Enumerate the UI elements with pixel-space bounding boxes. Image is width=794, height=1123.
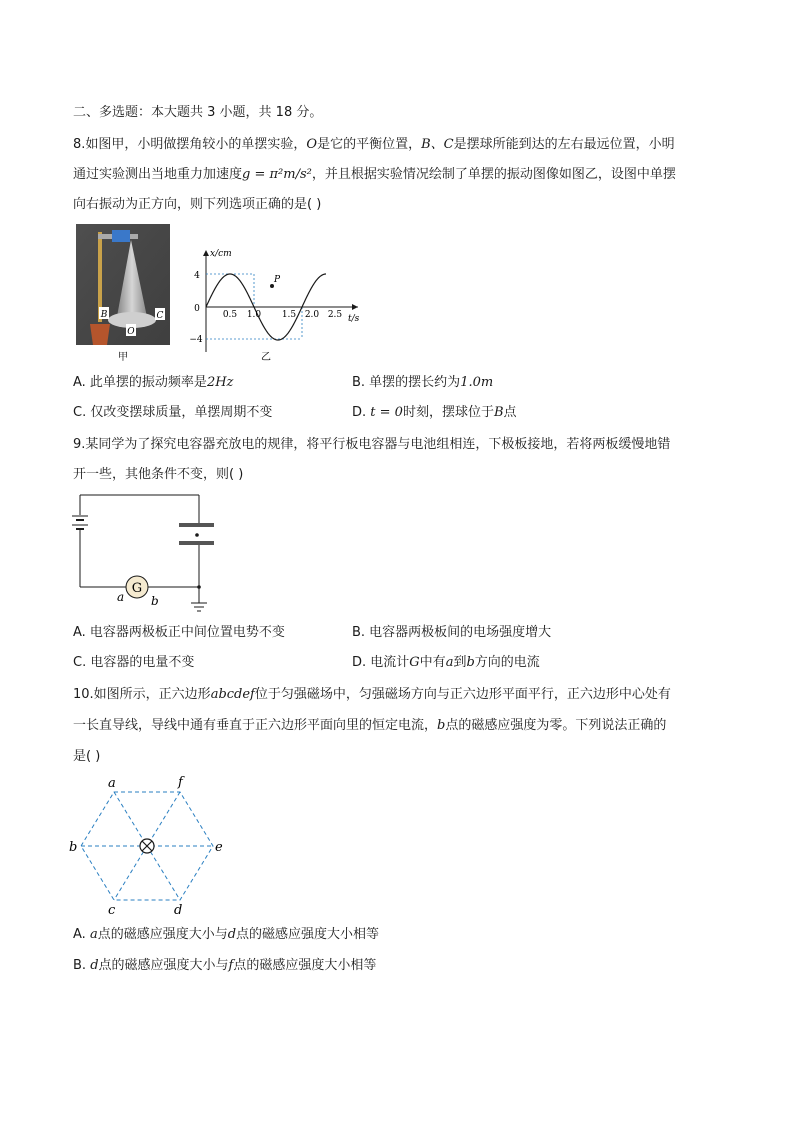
q10-line-1 — [73, 686, 671, 704]
y-tick-label: 0 — [194, 304, 200, 314]
capacitor-top-plate — [179, 523, 214, 527]
option-text: B. 电容器两极板间的电场强度增大 — [352, 625, 552, 640]
q8-option-d[interactable] — [352, 404, 517, 422]
junction-dot — [197, 585, 201, 589]
vibration-graph — [186, 244, 366, 364]
x-tick-label: 2.5 — [327, 310, 343, 320]
x-tick-label: 0.5 — [222, 310, 238, 320]
q8-text: 是它的平衡位置， — [317, 137, 422, 152]
q9-line-1: 9.某同学为了探究电容器充放电的规律，将平行板电容器与电池组相连，下极板接地，若将两板缓慢地错 — [73, 437, 671, 452]
q10-option-b[interactable] — [73, 957, 376, 975]
q8-math-g: g = π²m/s² — [242, 167, 312, 182]
q10-text: 一长直导线，导线中通有垂直于正六边形平面向里的恒定电流， — [73, 718, 438, 733]
option-text: 中有 — [419, 655, 446, 670]
q8-option-c[interactable] — [73, 404, 272, 422]
option-math: b — [466, 655, 475, 670]
option-math: d — [90, 958, 99, 973]
point-p-label: P — [274, 275, 281, 285]
q8-option-a[interactable] — [73, 374, 233, 392]
caption-jia: 甲 — [118, 352, 128, 363]
q10-option-a[interactable] — [73, 926, 379, 944]
option-text: C. 仅改变摆球质量，单摆周期不变 — [73, 405, 273, 420]
label-c: C — [156, 311, 164, 321]
midpoint-dot — [195, 533, 199, 537]
vertex-label-f: f — [178, 775, 183, 790]
t-axis-arrow — [352, 304, 358, 310]
option-text: B. 单摆的摆长约为 — [352, 375, 461, 390]
q9-option-c[interactable] — [73, 654, 194, 672]
q8-text: ，并且根据实验情况绘制了单摆的振动图像如图乙，设图中单摆 — [311, 167, 676, 182]
option-math: a — [89, 927, 98, 942]
option-text: A. — [73, 927, 86, 942]
label-a: a — [117, 590, 125, 604]
q10-text: 10.如图所示，正六边形 — [73, 687, 211, 702]
q8-line-2 — [73, 166, 676, 184]
option-text: D. — [352, 405, 367, 420]
option-text: 到 — [453, 655, 467, 670]
galvanometer-label: G — [131, 581, 143, 596]
q9-option-b[interactable] — [352, 624, 551, 642]
vertex-label-c: c — [108, 903, 116, 918]
option-text: A. 电容器两极板正中间位置电势不变 — [73, 625, 285, 640]
option-text: 点的磁感应强度大小与 — [98, 958, 229, 973]
q9-option-d[interactable] — [352, 654, 540, 672]
y-axis-label: x/cm — [210, 249, 232, 259]
q9-option-a[interactable] — [73, 624, 285, 642]
q8-line-1 — [73, 136, 675, 154]
q10-line-3: 是( ) — [73, 749, 101, 764]
q8-text: 通过实验测出当地重力加速度 — [73, 167, 243, 182]
option-math: t = 0 — [370, 405, 403, 420]
option-math: f — [228, 958, 234, 973]
option-text: B. — [73, 958, 87, 973]
capacitor-bottom-plate — [179, 541, 214, 545]
option-text: D. 电流计 — [352, 655, 410, 670]
q10-math: b — [437, 718, 446, 733]
x-axis-label: t/s — [348, 314, 360, 324]
option-text: 点的磁感应强度大小与 — [97, 927, 228, 942]
option-math: d — [227, 927, 237, 942]
y-tick-label: −4 — [189, 335, 203, 345]
x-tick-label: 2.0 — [304, 310, 320, 320]
capacitor-circuit — [66, 490, 216, 615]
pendulum-photo-figure — [76, 224, 172, 364]
section-heading: 二、多选题：本大题共 3 小题，共 18 分。 — [73, 105, 323, 120]
flower-pot — [90, 324, 110, 345]
q8-line-3: 向右振动为正方向，则下列选项正确的是( ) — [73, 197, 322, 212]
q10-math: abcdef — [210, 687, 255, 702]
vertex-label-e: e — [215, 840, 223, 855]
q9-line-2: 开一些，其他条件不变，则( ) — [73, 467, 244, 482]
option-text: 点的磁感应强度大小相等 — [233, 958, 377, 973]
q8-text: 是摆球所能到达的左右最远位置，小明 — [453, 137, 675, 152]
y-tick-label: 4 — [194, 271, 200, 281]
q10-line-2 — [73, 717, 666, 735]
option-math: 1.0m — [460, 375, 494, 390]
q8-text: 8.如图甲，小明做摆角较小的单摆实验， — [73, 137, 307, 152]
vertex-label-a: a — [108, 776, 116, 791]
option-text: C. 电容器的电量不变 — [73, 655, 195, 670]
option-math: B — [493, 405, 504, 420]
option-math: 2Hz — [206, 375, 234, 390]
hexagon-figure — [66, 772, 226, 918]
q10-text: 位于匀强磁场中，匀强磁场方向与正六边形平面平行，正六边形中心处有 — [254, 687, 671, 702]
option-text: 点 — [503, 405, 517, 420]
label-b: B — [100, 310, 108, 320]
caption-yi: 乙 — [261, 352, 271, 363]
option-text: 方向的电流 — [474, 655, 540, 670]
x-axis-arrow — [203, 250, 209, 256]
x-tick-label: 1.0 — [246, 310, 262, 320]
label-o: O — [127, 327, 135, 337]
q8-math-bc: B、C — [421, 137, 454, 152]
clamp — [112, 230, 130, 242]
q10-text: 点的磁感应强度为零。下列说法正确的 — [445, 718, 667, 733]
q8-math-o: O — [306, 137, 318, 152]
x-tick-label: 1.5 — [281, 310, 297, 320]
label-b: b — [151, 594, 159, 608]
vertex-label-b: b — [69, 840, 78, 855]
vertex-label-d: d — [174, 903, 183, 918]
option-math: a — [445, 655, 454, 670]
option-text: 点的磁感应强度大小相等 — [236, 927, 380, 942]
option-math: G — [409, 655, 420, 670]
option-text: A. 此单摆的振动频率是 — [73, 375, 207, 390]
option-text: 时刻，摆球位于 — [402, 405, 494, 420]
q8-option-b[interactable] — [352, 374, 493, 392]
